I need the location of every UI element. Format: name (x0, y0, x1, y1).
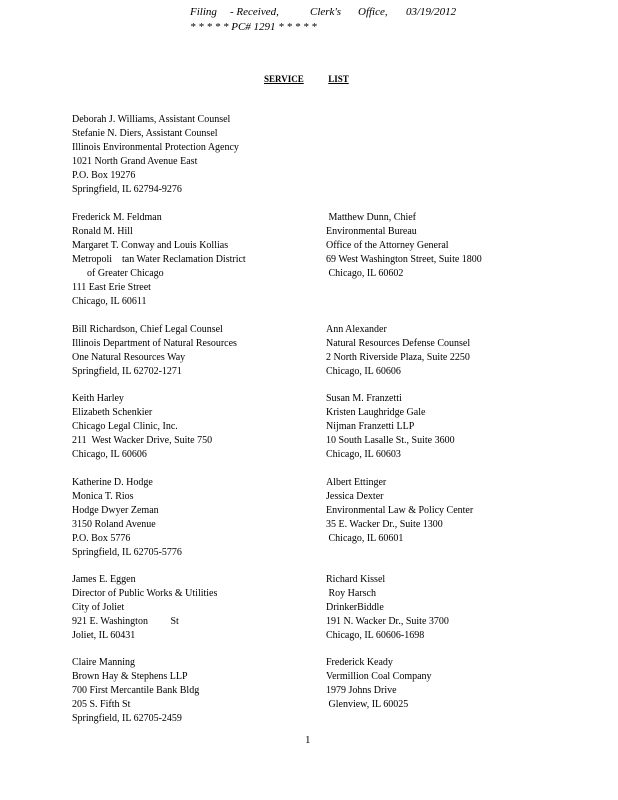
address-block (326, 211, 482, 281)
address-line: Matthew Dunn, Chief (326, 212, 416, 223)
address-line: Margaret T. Conway and Louis Kollias (72, 240, 229, 251)
address-line: Chicago, IL 60603 (326, 449, 401, 460)
stamp-word: Office, (358, 6, 388, 18)
title-word: SERVICE (264, 74, 304, 84)
page-number: 1 (305, 734, 311, 746)
address-block (72, 476, 182, 560)
address-line: Brown Hay & Stephens LLP (72, 671, 188, 682)
address-line: 211 West Wacker Drive, Suite 750 (72, 435, 213, 446)
address-line: James E. Eggen (72, 574, 136, 585)
stamp-word: - Received, (230, 6, 279, 18)
address-line: P.O. Box 19276 (72, 170, 136, 181)
address-block (72, 392, 212, 462)
address-line: Springfield, IL 62705-2459 (72, 713, 182, 724)
address-line: 3150 Roland Avenue (72, 519, 156, 530)
address-line: Roy Harsch (326, 588, 376, 599)
address-line: Chicago, IL 60606 (326, 366, 401, 377)
address-line: 111 East Erie Street (72, 282, 151, 293)
address-block (72, 656, 199, 726)
address-line: Richard Kissel (326, 574, 386, 585)
address-line: Office of the Attorney General (326, 240, 449, 251)
address-line: of Greater Chicago (72, 268, 164, 279)
address-block (72, 573, 217, 643)
address-line: Chicago, IL 60606 (72, 449, 147, 460)
address-line: Director of Public Works & Utilities (72, 588, 218, 599)
address-block (326, 323, 470, 379)
address-line: Chicago Legal Clinic, Inc. (72, 421, 178, 432)
address-line: Chicago, IL 60602 (326, 268, 404, 279)
address-line: 35 E. Wacker Dr., Suite 1300 (326, 519, 443, 530)
address-line: Illinois Department of Natural Resources (72, 338, 237, 349)
address-line: Monica T. Rios (72, 491, 134, 502)
address-line: Springfield, IL 62705-5776 (72, 547, 182, 558)
address-line: City of Joliet (72, 602, 125, 613)
address-line: Chicago, IL 60601 (326, 533, 404, 544)
filing-stamp-line2: * * * * * PC# 1291 * * * * * (190, 21, 317, 33)
address-line: Katherine D. Hodge (72, 477, 153, 488)
address-block (326, 656, 432, 712)
address-line: 10 South Lasalle St., Suite 3600 (326, 435, 455, 446)
address-line: Illinois Environmental Protection Agency (72, 142, 239, 153)
address-line: 69 West Washington Street, Suite 1800 (326, 254, 482, 265)
address-line: Vermillion Coal Company (326, 671, 432, 682)
address-line: Chicago, IL 60611 (72, 296, 147, 307)
address-line: Susan M. Franzetti (326, 393, 402, 404)
address-line: Ann Alexander (326, 324, 387, 335)
address-line: Springfield, IL 62702-1271 (72, 366, 182, 377)
address-line: Jessica Dexter (326, 491, 384, 502)
address-line: Natural Resources Defense Counsel (326, 338, 471, 349)
address-line: Bill Richardson, Chief Legal Counsel (72, 324, 223, 335)
address-line: Environmental Law & Policy Center (326, 505, 474, 516)
address-line: Keith Harley (72, 393, 124, 404)
address-block (72, 211, 246, 309)
address-line: 700 First Mercantile Bank Bldg (72, 685, 200, 696)
stamp-date: 03/19/2012 (406, 6, 457, 18)
address-line: Albert Ettinger (326, 477, 387, 488)
title-word: LIST (328, 74, 349, 84)
page-title (264, 74, 349, 84)
address-line: Glenview, IL 60025 (326, 699, 409, 710)
address-line: Springfield, IL 62794-9276 (72, 184, 182, 195)
stamp-word: Clerk's (310, 6, 342, 18)
address-line: P.O. Box 5776 (72, 533, 131, 544)
stamp-word: Filing (190, 6, 217, 18)
address-line: Chicago, IL 60606-1698 (326, 630, 425, 641)
address-line: Stefanie N. Diers, Assistant Counsel (72, 128, 218, 139)
address-line: 205 S. Fifth St (72, 699, 131, 710)
address-line: Joliet, IL 60431 (72, 630, 136, 641)
address-line: Deborah J. Williams, Assistant Counsel (72, 114, 231, 125)
address-block (326, 392, 455, 462)
address-line: 2 North Riverside Plaza, Suite 2250 (326, 352, 470, 363)
address-line: Frederick Keady (326, 657, 393, 668)
address-line: Elizabeth Schenkier (72, 407, 153, 418)
address-line: 1021 North Grand Avenue East (72, 156, 198, 167)
address-line: 921 E. Washington St (72, 616, 179, 627)
address-line: Hodge Dwyer Zeman (72, 505, 159, 516)
address-line: DrinkerBiddle (326, 602, 384, 613)
address-line: Claire Manning (72, 657, 136, 668)
address-line: 1979 Johns Drive (326, 685, 397, 696)
address-block (72, 113, 239, 197)
address-line: Frederick M. Feldman (72, 212, 162, 223)
address-block (326, 476, 473, 546)
address-block (326, 573, 449, 643)
address-line: One Natural Resources Way (72, 352, 186, 363)
address-line: Ronald M. Hill (72, 226, 133, 237)
address-line: Metropoli tan Water Reclamation District (72, 254, 246, 265)
address-line: Nijman Franzetti LLP (326, 421, 415, 432)
address-line: 191 N. Wacker Dr., Suite 3700 (326, 616, 449, 627)
address-line: Environmental Bureau (326, 226, 417, 237)
address-block (72, 323, 237, 379)
address-line: Kristen Laughridge Gale (326, 407, 426, 418)
